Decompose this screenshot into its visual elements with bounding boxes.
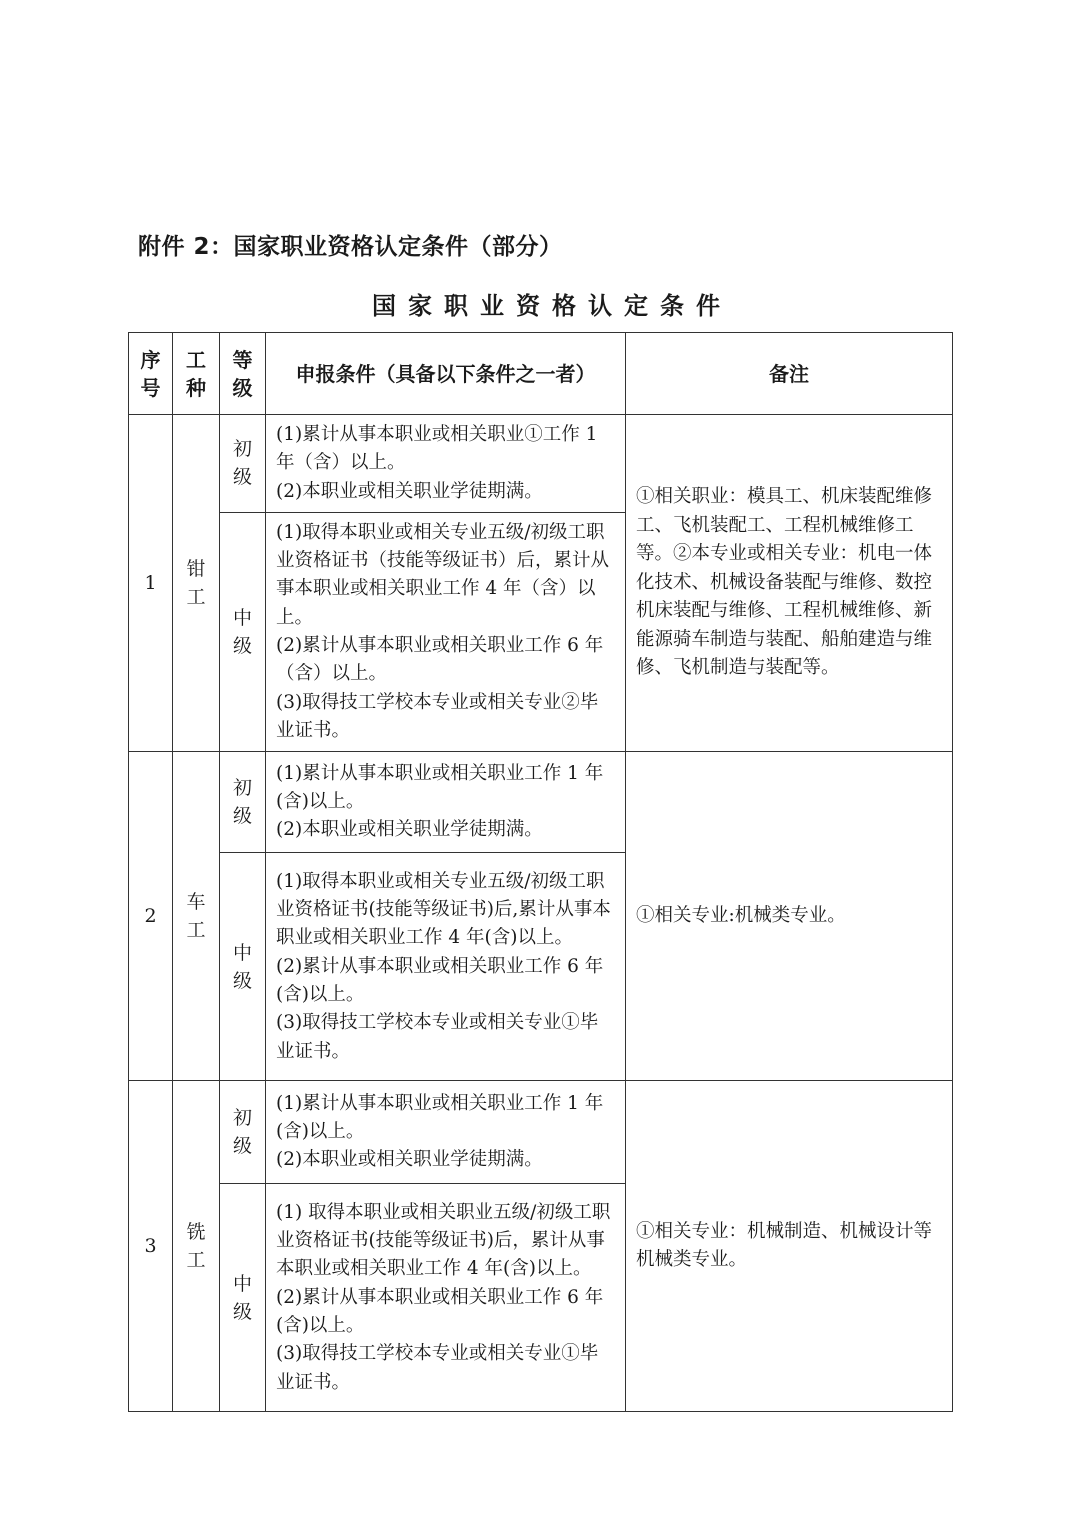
conditions-cell	[266, 415, 626, 513]
condition-item: (3)取得技工学校本专业或相关专业①毕业证书。	[276, 1343, 599, 1393]
header-notes: 备注	[626, 333, 953, 415]
table-row	[129, 752, 953, 853]
level-cell: 中级	[220, 1184, 266, 1412]
level-cell: 中级	[220, 853, 266, 1081]
condition-item: (2)累计从事本职业或相关职业工作 6 年(含)以上。	[276, 955, 604, 1005]
level-cell: 初级	[220, 1081, 266, 1184]
document-title: 国家职业资格认定条件	[372, 292, 732, 320]
conditions-cell	[266, 752, 626, 853]
note-cell: ①相关职业：模具工、机床装配维修工、飞机装配工、工程机械维修工等。②本专业或相关专业：机电一体化技术、机械设备装配与维修、数控机床装配与维修、工程机械维修、新能源骑车制造与装配、船舶建造与维修、飞机制造与装配等。	[626, 415, 953, 752]
job-type: 车工	[173, 752, 220, 1081]
conditions-cell	[266, 853, 626, 1081]
condition-item: (3)取得技工学校本专业或相关专业②毕业证书。	[276, 691, 599, 741]
table-header-row	[129, 333, 953, 415]
attachment-title: 附件 2：国家职业资格认定条件（部分）	[138, 234, 563, 260]
conditions-cell	[266, 512, 626, 751]
job-type: 铣工	[173, 1081, 220, 1412]
table-row	[129, 1081, 953, 1184]
condition-item: (1)累计从事本职业或相关职业工作 1 年(含)以上。	[276, 762, 604, 813]
header-level: 等级	[220, 333, 266, 415]
condition-item: (1)取得本职业或相关专业五级/初级工职业资格证书(技能等级证书)后,累计从事本职业或相关职业工作 4 年(含)以上。	[276, 870, 611, 949]
condition-item: (3)取得技工学校本专业或相关专业①毕业证书。	[276, 1012, 599, 1062]
condition-item: (2)累计从事本职业或相关职业工作 6 年(含)以上。	[276, 1286, 604, 1336]
header-type: 工种	[173, 333, 220, 415]
row-number: 1	[129, 415, 173, 752]
condition-item: (2)本职业或相关职业学徒期满。	[276, 480, 543, 502]
table-row	[129, 415, 953, 513]
level-cell: 初级	[220, 752, 266, 853]
job-type: 钳工	[173, 415, 220, 752]
condition-item: (2)本职业或相关职业学徒期满。	[276, 819, 543, 841]
note-cell: ①相关专业：机械制造、机械设计等机械类专业。	[626, 1081, 953, 1412]
conditions-cell	[266, 1081, 626, 1184]
header-conditions: 申报条件（具备以下条件之一者）	[266, 333, 626, 415]
level-cell: 中级	[220, 512, 266, 751]
condition-item: (2)累计从事本职业或相关职业工作 6 年（含）以上。	[276, 635, 604, 685]
condition-item: (1) 取得本职业或相关职业五级/初级工职业资格证书(技能等级证书)后，累计从事本职业或相关职业工作 4 年(含)以上。	[276, 1201, 611, 1280]
level-cell: 初级	[220, 415, 266, 513]
qualification-table	[128, 332, 953, 1412]
condition-item: (1)取得本职业或相关专业五级/初级工职业资格证书（技能等级证书）后，累计从事本职业或相关职业工作 4 年（含）以上。	[276, 521, 610, 628]
conditions-cell	[266, 1184, 626, 1412]
condition-item: (1)累计从事本职业或相关职业工作 1 年(含)以上。	[276, 1092, 604, 1143]
condition-item: (1)累计从事本职业或相关职业①工作 1 年（含）以上。	[276, 424, 598, 474]
condition-item: (2)本职业或相关职业学徒期满。	[276, 1149, 543, 1171]
row-number: 2	[129, 752, 173, 1081]
row-number: 3	[129, 1081, 173, 1412]
header-no: 序号	[129, 333, 173, 415]
note-cell: ①相关专业:机械类专业。	[626, 752, 953, 1081]
